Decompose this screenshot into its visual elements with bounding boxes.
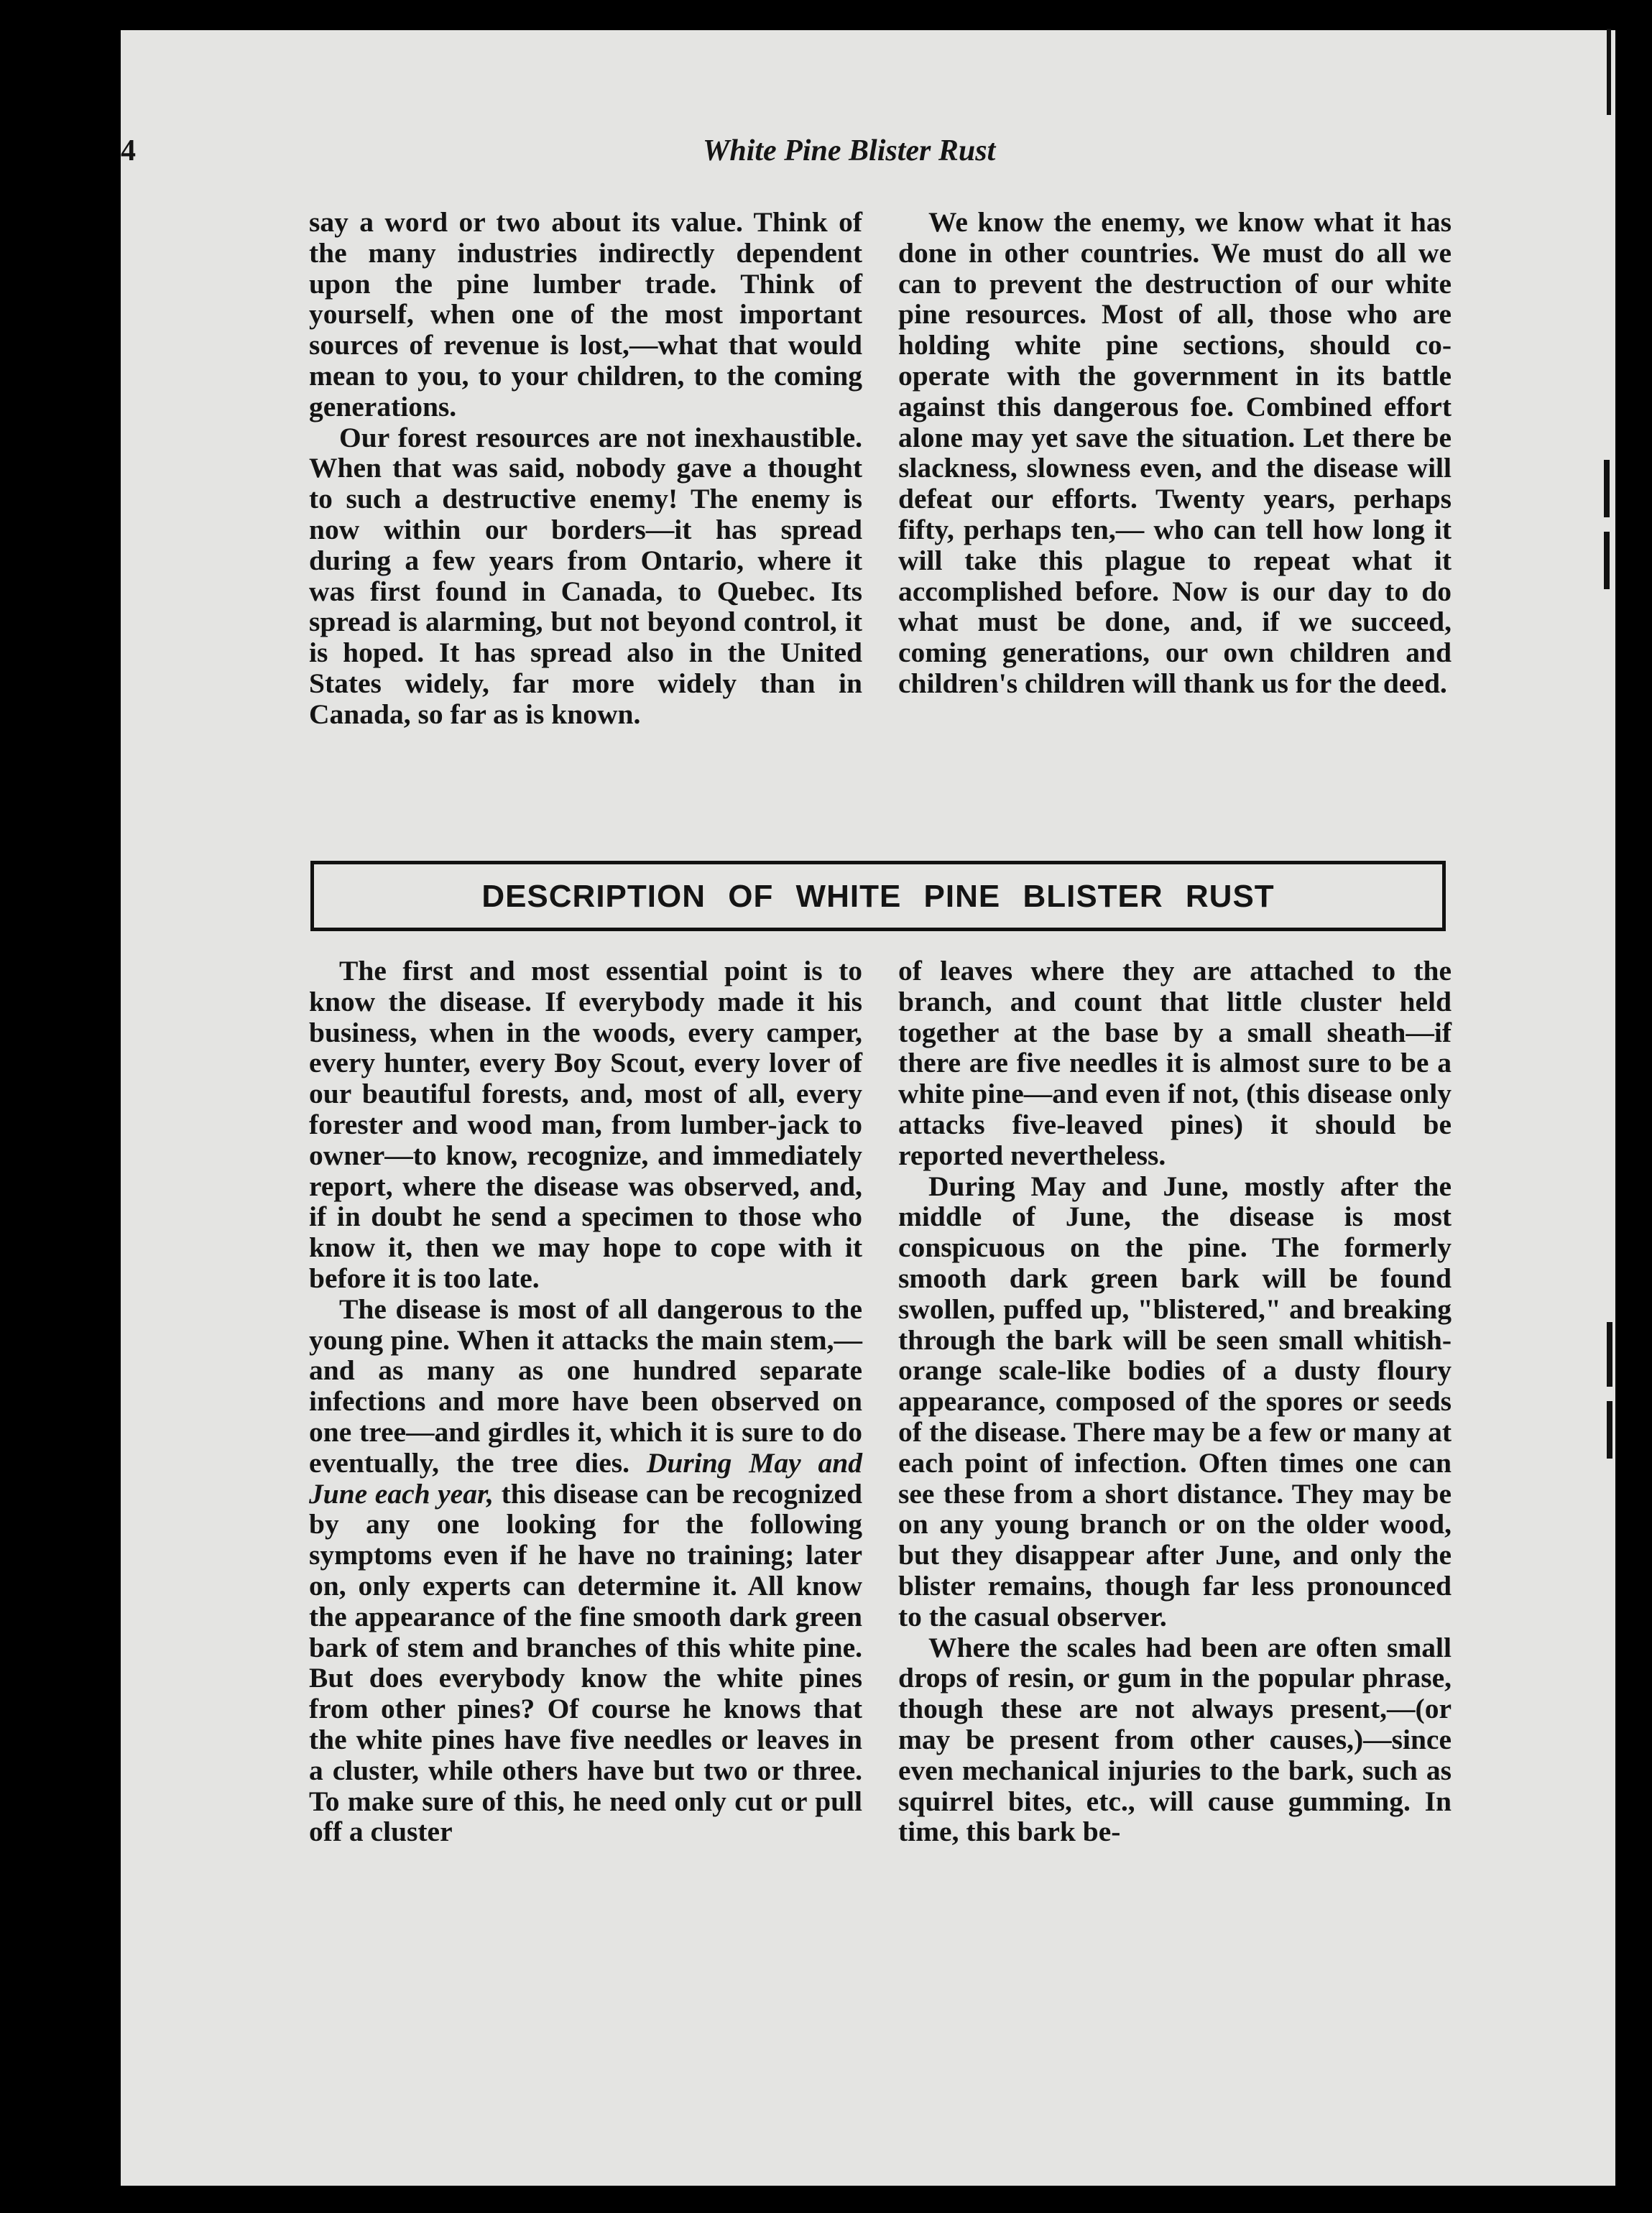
running-title: White Pine Blister Rust <box>703 134 996 167</box>
page-number: 4 <box>121 134 136 167</box>
paragraph: say a word or two about its value. Think of the many industries indirectly dependent upon the pine lumber trade. Think of yourself, when one of the most important sources of revenue is lost,—what that would mean to you, to your children, to the coming generations. <box>309 206 862 422</box>
scan-mark <box>1604 460 1610 517</box>
scan-mark <box>1604 532 1610 589</box>
scan-mark <box>1607 1401 1612 1459</box>
paragraph <box>309 1294 862 1847</box>
paragraph-text: The disease is most of all dangerous to the young pine. When it attacks the main stem,—and as many as one hundred separate infections and more have been observed on one tree—and girdles it, which it is sure to do eventually, the tree dies. <box>309 1293 862 1479</box>
paragraph: During May and June, mostly after the middle of June, the disease is most conspicuous on the pine. The formerly smooth dark green bark will be found swollen, puffed up, "blistered," and breaking through the bark will be seen small whitish-orange scale-like bodies of a dusty floury appearance, composed of the spores or seeds of the disease. There may be a few or many at each point of infection. Often times one can see these from a short distance. They may be on any young branch or on the older wood, but they disappear after June, and only the blister remains, though far less pronounced to the casual observer. <box>898 1170 1452 1632</box>
scan-mark <box>1607 29 1611 115</box>
bottom-left-column <box>309 956 862 1847</box>
section-heading: DESCRIPTION OF WHITE PINE BLISTER RUST <box>481 879 1275 914</box>
paragraph-text: this disease can be recognized by any one looking for the following symptoms even if he have no training; later on, only experts can determine it. All know the appearance of the fine smooth dark green bark of stem and branches of this white pine. But does everybody know the white pines from other pines? Of course he knows that the white pines have five needles or leaves in a cluster, while others have but two or three. To make sure of this, he need only cut or pull off a cluster <box>309 1477 863 1848</box>
top-left-column <box>309 207 862 730</box>
top-right-column <box>898 207 1452 699</box>
paragraph: of leaves where they are attached to the branch, and count that little cluster held together at the base by a small sheath—if there are five needles it is almost sure to be a white pine—and even if not, (this disease only attacks five-leaved pines) it should be reported nevertheless. <box>898 955 1452 1171</box>
section-heading-box <box>310 861 1446 931</box>
bottom-right-column <box>898 956 1452 1847</box>
paragraph: Our forest resources are not inexhaustible. When that was said, nobody gave a thought to such a destructive enemy! The enemy is now within our borders—it has spread during a few years from Ontario, where it was first found in Canada, to Quebec. Its spread is alarming, but not beyond control, it is hoped. It has spread also in the United States widely, far more widely than in Canada, so far as is known. <box>309 421 862 730</box>
italic-emphasis: During May and June each year, <box>309 1446 863 1510</box>
scan-mark <box>1607 1322 1612 1387</box>
paragraph: The first and most essential point is to know the disease. If everybody made it his business, when in the woods, every camper, every hunter, every Boy Scout, every lover of our beautiful forests, and, most of all, every forester and wood man, from lumber-jack to owner—to know, recognize, and immediately report, where the disease was observed, and, if in doubt he send a specimen to those who know it, then we may hope to cope with it before it is too late. <box>309 955 862 1294</box>
paragraph: Where the scales had been are often small drops of resin, or gum in the popular phrase, though these are not always present,—(or may be present from other causes,)—since even mechanical injuries to the bark, such as squirrel bites, etc., will cause gumming. In time, this bark be- <box>898 1631 1452 1848</box>
paragraph: We know the enemy, we know what it has done in other countries. We must do all we can to prevent the destruction of our white pine resources. Most of all, those who are holding white pine sections, should co-operate with the government in its battle against this dangerous foe. Combined effort alone may yet save the situation. Let there be slackness, slowness even, and the disease will defeat our efforts. Twenty years, perhaps fifty, perhaps ten,— who can tell how long it will take this plague to repeat what it accomplished before. Now is our day to do what must be done, and, if we succeed, coming generations, our own children and children's children will thank us for the deed. <box>898 206 1452 699</box>
